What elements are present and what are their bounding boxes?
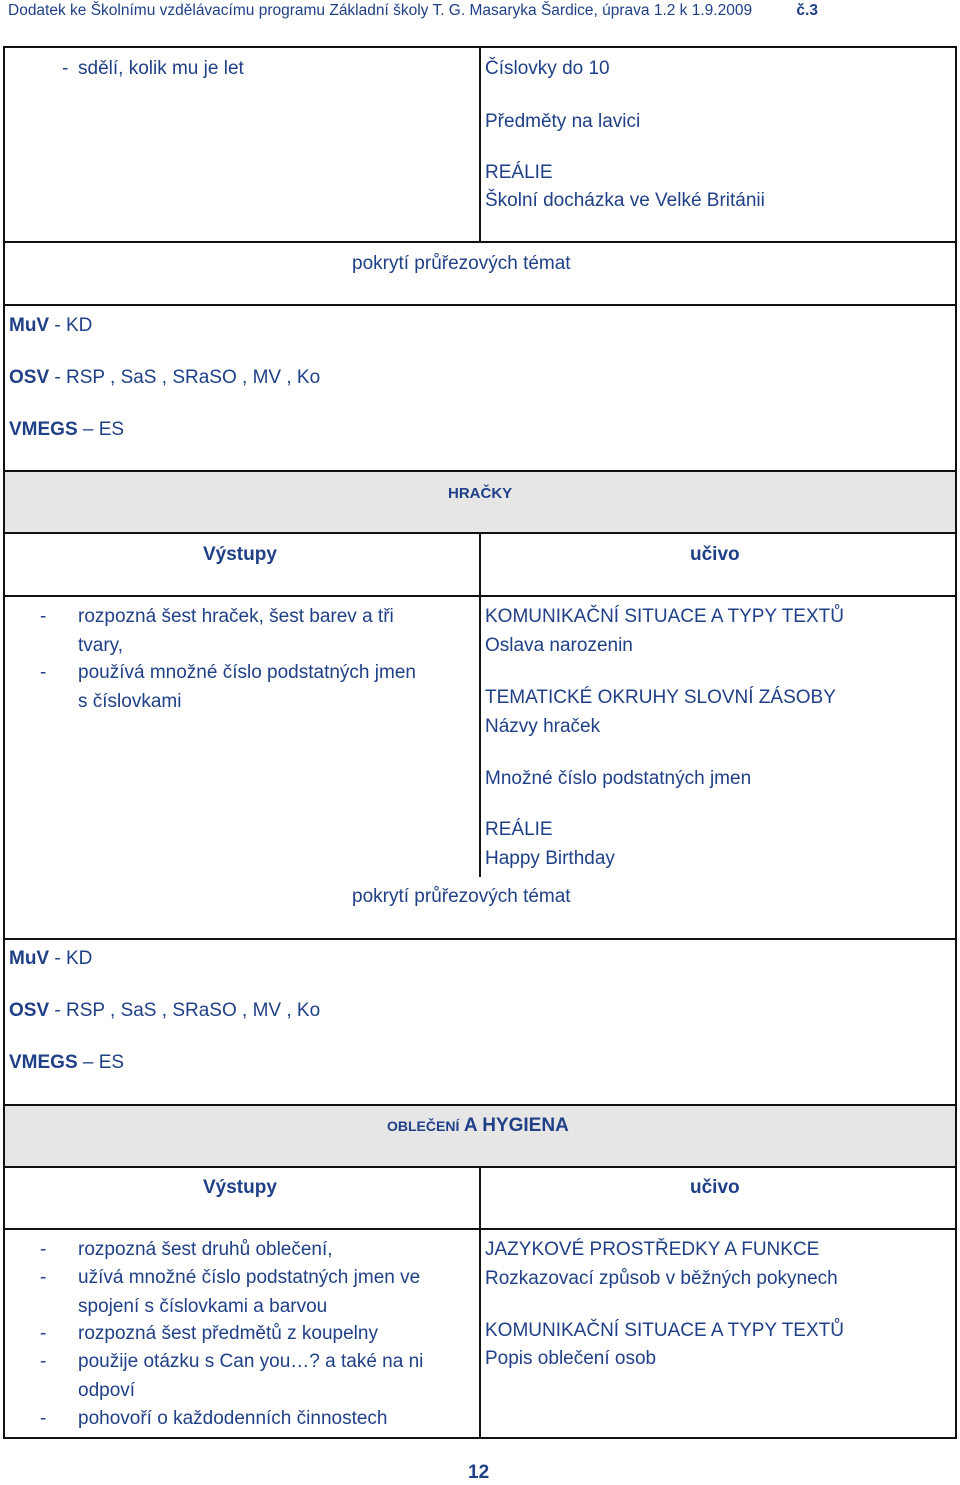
list-item-cont: odpoví	[78, 1380, 136, 1401]
content-heading: KOMUNIKAČNÍ SITUACE A TYPY TEXTŮ	[485, 606, 844, 627]
column-header-outputs: Výstupy	[203, 1177, 277, 1198]
document-header	[8, 2, 818, 20]
content-heading: JAZYKOVÉ PROSTŘEDKY A FUNKCE	[485, 1239, 820, 1260]
content-line: Happy Birthday	[485, 848, 615, 869]
content-heading: KOMUNIKAČNÍ SITUACE A TYPY TEXTŮ	[485, 1320, 844, 1341]
topic-heading: REÁLIE	[485, 162, 553, 183]
topic-line: Předměty na lavici	[485, 111, 641, 132]
page-number: 12	[468, 1462, 490, 1483]
content-heading: REÁLIE	[485, 819, 553, 840]
content-line: Oslava narozenin	[485, 635, 633, 656]
list-item-cont: tvary,	[78, 635, 124, 656]
vmegs-row: VMEGS – ES	[9, 1052, 125, 1073]
osv-row: OSV - RSP , SaS , SRaSO , MV , Ko	[9, 1000, 321, 1021]
muv-row: MuV - KD	[9, 948, 93, 969]
section-title-obleceni: OBLEČENÍ A HYGIENA	[387, 1115, 569, 1136]
table-border-right	[955, 46, 957, 1439]
topic-line: Školní docházka ve Velké Británii	[485, 190, 765, 211]
column-header-content: učivo	[690, 1177, 740, 1198]
column-header-outputs: Výstupy	[203, 544, 277, 565]
content-line: Popis oblečení osob	[485, 1348, 657, 1369]
section-title-hracky: HRAČKY	[448, 485, 513, 502]
header-text: Dodatek ke Školnímu vzdělávacímu programu Základní školy T. G. Masaryka Šardice, úprava 1.2 k 1.9.2009	[8, 2, 753, 19]
content-heading: TEMATICKÉ OKRUHY SLOVNÍ ZÁSOBY	[485, 687, 836, 708]
content-line: Množné číslo podstatných jmen	[485, 768, 752, 789]
header-suffix: č.3	[796, 2, 818, 19]
cross-topics-title: pokrytí průřezových témat	[352, 886, 571, 907]
table-border-left	[3, 46, 5, 1439]
cross-topics-title: pokrytí průřezových témat	[352, 253, 571, 274]
list-item-cont: s číslovkami	[78, 691, 182, 712]
muv-row: MuV - KD	[9, 315, 93, 336]
topic-line: Číslovky do 10	[485, 58, 610, 79]
vmegs-row: VMEGS – ES	[9, 419, 125, 440]
osv-row: OSV - RSP , SaS , SRaSO , MV , Ko	[9, 367, 321, 388]
column-header-content: učivo	[690, 544, 740, 565]
list-item-cont: spojení s číslovkami a barvou	[78, 1296, 328, 1317]
content-line: Názvy hraček	[485, 716, 601, 737]
content-line: Rozkazovací způsob v běžných pokynech	[485, 1268, 838, 1289]
